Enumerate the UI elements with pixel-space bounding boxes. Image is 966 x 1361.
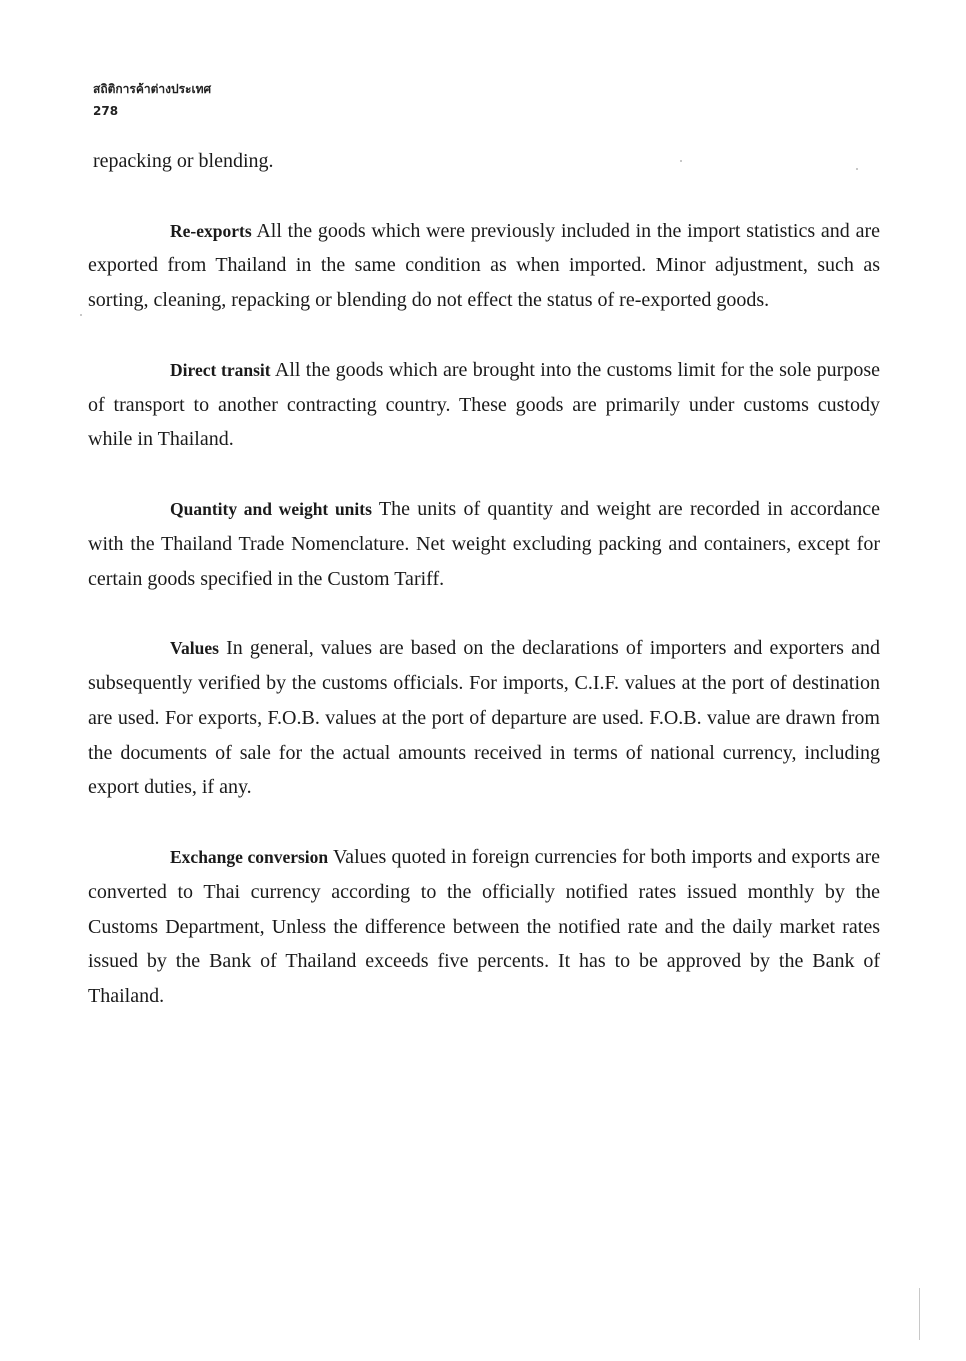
term-exchange-conversion: Exchange conversion: [170, 846, 329, 867]
term-re-exports: Re-exports: [170, 220, 252, 241]
scan-speck: [856, 168, 858, 170]
scan-speck: [680, 160, 682, 162]
page-header: [93, 78, 211, 122]
scan-edge-line: [919, 1288, 920, 1340]
paragraph-text: In general, values are based on the declarations of importers and exporters and subsequently verified by the customs officials. For imports, C.I.F. values at the port of destination are used. For exports, F.O.B. values at the port of departure are used. F.O.B. value are drawn from the documents of sale for the actual amounts received in terms of national currency, including export duties, if any.: [88, 637, 880, 799]
term-values: Values: [170, 638, 219, 659]
paragraph-values: [88, 631, 880, 805]
paragraph-text: repacking or blending.: [93, 150, 274, 172]
page-number: 278: [93, 104, 119, 118]
scan-speck: [80, 314, 82, 316]
paragraph-re-exports: [88, 214, 880, 318]
term-direct-transit: Direct transit: [170, 359, 271, 380]
paragraph-continuation: [88, 144, 880, 179]
paragraph-exchange-conversion: [88, 840, 880, 1014]
document-body: [88, 144, 880, 1049]
paragraph-text: All the goods which are brought into the customs limit for the sole purpose of transport to another contracting country. These goods are primarily under customs custody while in Thailand.: [88, 358, 880, 451]
paragraph-text: All the goods which were previously included in the import statistics and are exported from Thailand in the same condition as when imported. Minor adjustment, such as sorting, cleaning, repacking or blending do not effect the status of re-exported goods.: [88, 219, 880, 312]
paragraph-quantity-weight: [88, 492, 880, 596]
term-quantity-weight: Quantity and weight units: [170, 498, 372, 519]
paragraph-direct-transit: [88, 353, 880, 457]
document-title: สถิติการค้าต่างประเทศ: [93, 82, 212, 96]
paragraph-text: Values quoted in foreign currencies for both imports and exports are converted to Thai currency according to the officially notified rates issued monthly by the Customs Department, Unless the difference between the notified rate and the daily market rates issued by the Bank of Thailand exceeds five percents. It has to be approved by the Bank of Thailand.: [88, 845, 880, 1008]
paragraph-text: The units of quantity and weight are recorded in accordance with the Thailand Trade Nomenclature. Net weight excluding packing and containers, except for certain goods specified in the Custom Tariff.: [88, 497, 880, 590]
